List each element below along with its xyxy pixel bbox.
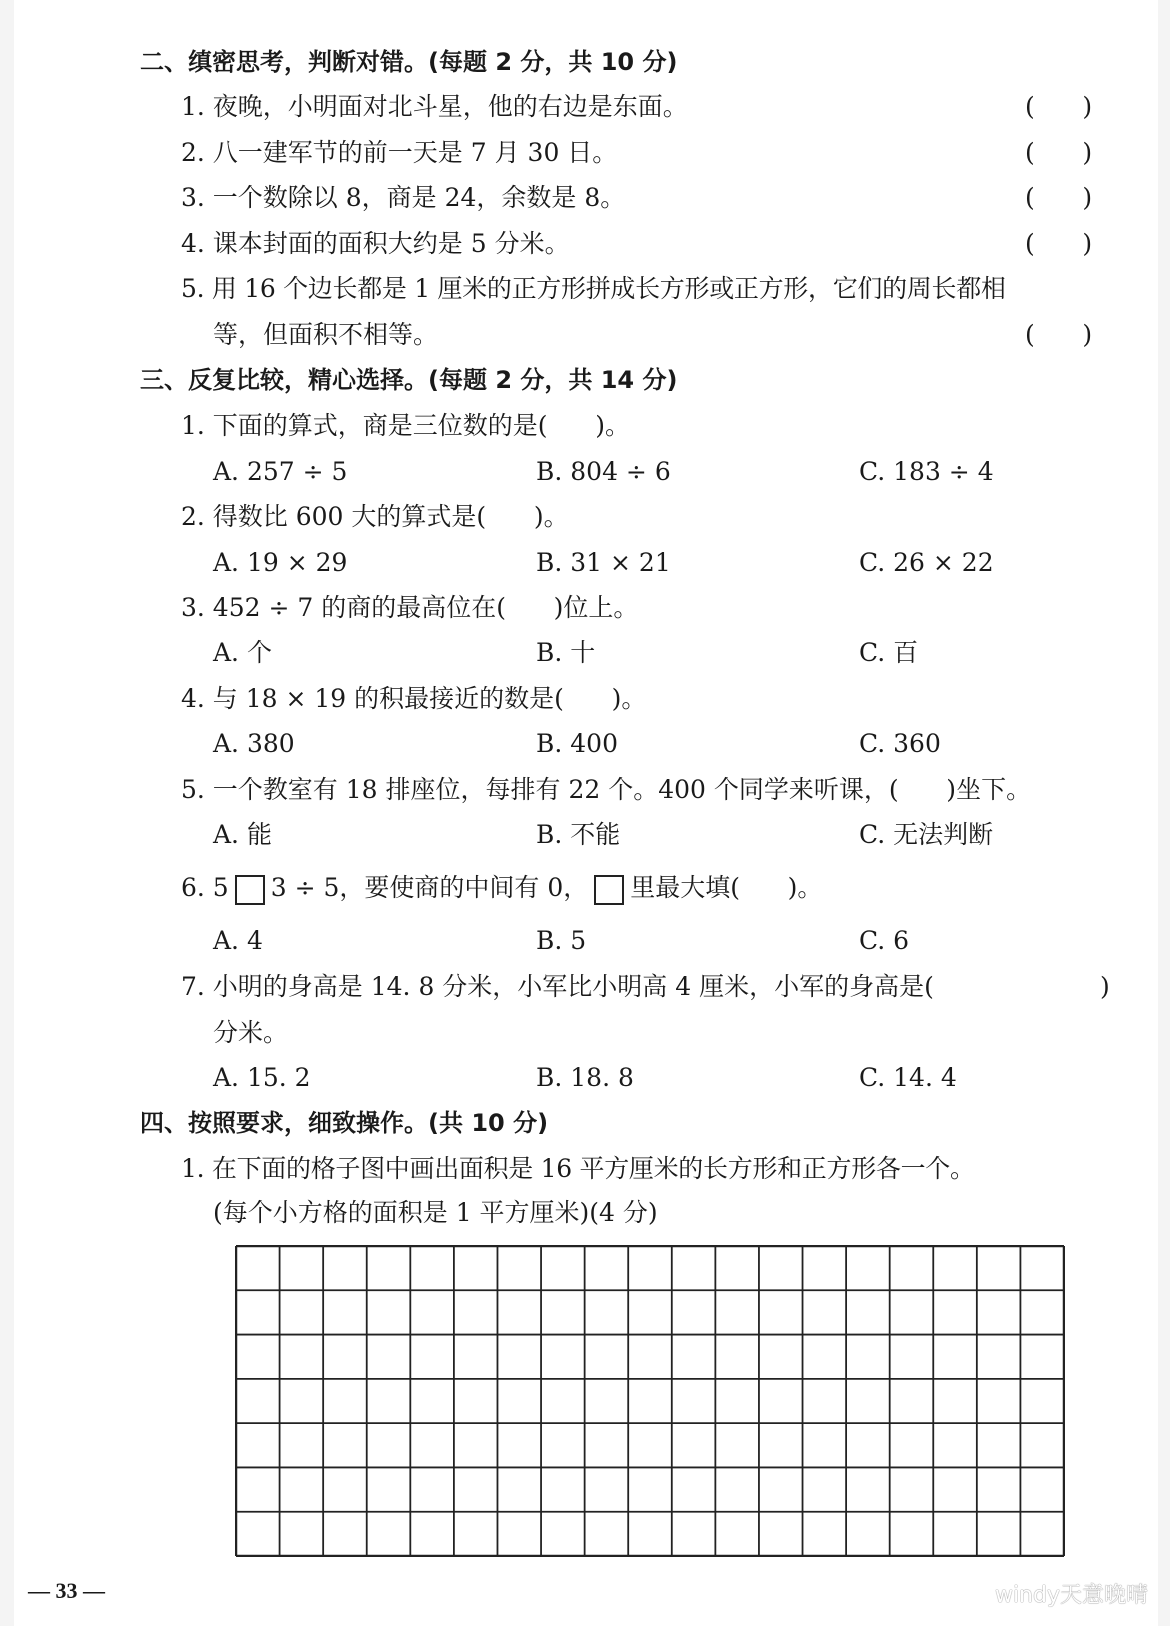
section-3-title: 三、反复比较，精心选择。(每题 2 分，共 14 分)	[140, 366, 678, 394]
fill-box[interactable]	[235, 875, 265, 905]
answer-blank[interactable]: ( )	[1025, 138, 1093, 167]
judge-item-1: 1. 夜晚，小明面对北斗星，他的右边是东面。	[181, 92, 688, 121]
answer-blank[interactable]: ( )	[1025, 183, 1093, 212]
judge-item-5-cont: 等，但面积不相等。	[213, 320, 439, 349]
option-b[interactable]: B. 不能	[536, 820, 621, 849]
item-6-part-a: 6. 5	[181, 873, 229, 902]
option-a[interactable]: A. 15. 2	[213, 1063, 311, 1092]
page-edge	[0, 0, 14, 1626]
judge-item-5: 5. 用 16 个边长都是 1 厘米的正方形拼成长方形或正方形，它们的周长都相	[181, 274, 1006, 303]
judge-item-2: 2. 八一建军节的前一天是 7 月 30 日。	[181, 138, 618, 167]
option-b[interactable]: B. 18. 8	[536, 1063, 634, 1092]
option-b[interactable]: B. 400	[536, 729, 618, 758]
choice-item-7-cont: 分米。	[213, 1018, 289, 1047]
option-c[interactable]: C. 360	[859, 729, 941, 758]
choice-item-7: 7. 小明的身高是 14. 8 分米，小军比小明高 4 厘米，小军的身高是(	[181, 972, 934, 1001]
operation-item-1-note: (每个小方格的面积是 1 平方厘米)(4 分)	[213, 1198, 658, 1227]
option-a[interactable]: A. 380	[213, 729, 295, 758]
page-number: — 33 —	[28, 1578, 105, 1603]
option-b[interactable]: B. 5	[536, 926, 587, 955]
item-6-part-b: 3 ÷ 5，要使商的中间有 0，	[270, 873, 589, 902]
section-2-title: 二、缜密思考，判断对错。(每题 2 分，共 10 分)	[140, 48, 678, 76]
section-4-title: 四、按照要求，细致操作。(共 10 分)	[140, 1109, 549, 1137]
choice-item-3: 3. 452 ÷ 7 的商的最高位在( )位上。	[181, 593, 639, 622]
choice-item-4: 4. 与 18 × 19 的积最接近的数是( )。	[181, 684, 647, 713]
answer-blank-end[interactable]: )	[1100, 972, 1110, 1001]
option-b[interactable]: B. 31 × 21	[536, 548, 671, 577]
option-a[interactable]: A. 个	[213, 638, 272, 667]
option-b[interactable]: B. 十	[536, 638, 596, 667]
judge-item-3: 3. 一个数除以 8，商是 24，余数是 8。	[181, 183, 626, 212]
item-6-part-c: 里最大填( )。	[630, 873, 823, 902]
option-c[interactable]: C. 26 × 22	[859, 548, 994, 577]
option-a[interactable]: A. 能	[213, 820, 272, 849]
option-a[interactable]: A. 19 × 29	[213, 548, 348, 577]
watermark: windy天意晚晴	[994, 1583, 1148, 1608]
judge-item-4: 4. 课本封面的面积大约是 5 分米。	[181, 229, 570, 258]
option-c[interactable]: C. 百	[859, 638, 919, 667]
page-edge	[1158, 0, 1170, 1626]
option-a[interactable]: A. 4	[213, 926, 263, 955]
option-c[interactable]: C. 6	[859, 926, 910, 955]
choice-item-2: 2. 得数比 600 大的算式是( )。	[181, 502, 569, 531]
option-c[interactable]: C. 无法判断	[859, 820, 994, 849]
option-a[interactable]: A. 257 ÷ 5	[213, 457, 348, 486]
answer-blank[interactable]: ( )	[1025, 92, 1093, 121]
operation-item-1: 1. 在下面的格子图中画出面积是 16 平方厘米的长方形和正方形各一个。	[181, 1154, 975, 1183]
fill-box-reference	[594, 875, 624, 905]
option-c[interactable]: C. 183 ÷ 4	[859, 457, 994, 486]
option-b[interactable]: B. 804 ÷ 6	[536, 457, 671, 486]
answer-blank[interactable]: ( )	[1025, 320, 1093, 349]
drawing-grid[interactable]	[235, 1245, 1065, 1557]
option-c[interactable]: C. 14. 4	[859, 1063, 957, 1092]
choice-item-5: 5. 一个教室有 18 排座位，每排有 22 个。400 个同学来听课，( )坐下。	[181, 775, 1032, 804]
answer-blank[interactable]: ( )	[1025, 229, 1093, 258]
choice-item-1: 1. 下面的算式，商是三位数的是( )。	[181, 411, 630, 440]
choice-item-6	[181, 872, 822, 905]
